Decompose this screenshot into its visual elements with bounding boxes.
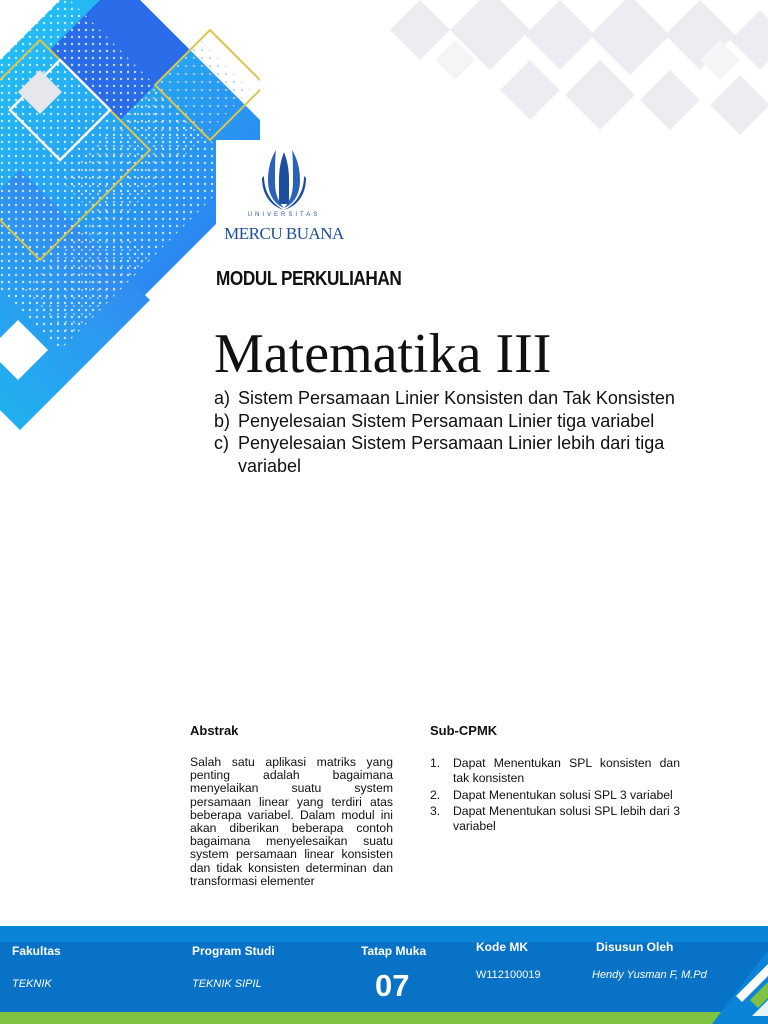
mercu-buana-emblem-icon (260, 146, 308, 212)
tatap-muka-label: Tatap Muka (361, 944, 427, 958)
disusun-oleh-label: Disusun Oleh (596, 940, 674, 954)
modul-label: MODUL PERKULIAHAN (216, 268, 402, 290)
sub-cpmk-number: 1. (430, 756, 441, 770)
topic-marker: c) (214, 433, 229, 453)
topic-text: Penyelesaian Sistem Persamaan Linier tiga variabel (238, 410, 655, 431)
university-logo (216, 140, 352, 248)
topic-item (214, 410, 714, 433)
topic-text: Sistem Persamaan Linier Konsisten dan Tak Konsisten (238, 388, 675, 408)
topic-text: Penyelesaian Sistem Persamaan Linier lebih dari tiga variabel (238, 433, 665, 476)
logo-university-name: MERCU BUANA (224, 224, 344, 243)
fakultas-label: Fakultas (12, 944, 61, 958)
disusun-oleh-value: Hendy Yusman F, M.Pd (592, 969, 707, 981)
sub-cpmk-heading: Sub-CPMK (430, 723, 498, 738)
footer-corner-ornament (712, 930, 768, 1024)
sub-cpmk-item (430, 804, 680, 835)
kode-mk-label: Kode MK (476, 940, 528, 954)
cover-decoration-right (380, 0, 768, 140)
abstract-body: Salah satu aplikasi matriks yang penting adalah bagaimana menyelaikan suatu system persamaan linear yang terdiri atas beberapa variabel. Dalam modul ini akan diberikan beberapa contoh bagaimana menyelesaikan suatu system persamaan linear konsisten dan tidak konsisten determinan dan transformasi elementer (190, 755, 393, 888)
sub-cpmk-number: 2. (430, 787, 441, 802)
program-studi-label: Program Studi (192, 944, 275, 958)
sub-cpmk-text: Dapat Menentukan solusi SPL 3 variabel (453, 787, 673, 802)
sub-cpmk-item (430, 788, 680, 803)
course-title: Matematika III (214, 323, 552, 385)
kode-mk-value: W112100019 (476, 969, 541, 981)
course-info-footer (0, 926, 768, 1024)
sub-cpmk-text: Dapat Menentukan solusi SPL lebih dari 3 variabel (453, 803, 680, 834)
logo-university-label: UNIVERSITAS (247, 212, 321, 218)
topic-item (214, 387, 714, 410)
tatap-muka-value: 07 (375, 968, 410, 1003)
sub-cpmk-number: 3. (430, 803, 441, 818)
topic-marker: a) (214, 388, 231, 408)
topic-list (214, 387, 714, 477)
sub-cpmk-text: Dapat Menentukan SPL konsisten dan tak konsisten (453, 756, 680, 786)
sub-cpmk-list (430, 756, 680, 835)
program-studi-value: TEKNIK SIPIL (192, 978, 262, 990)
fakultas-value: TEKNIK (12, 978, 52, 990)
footer-green-strip (0, 1012, 768, 1024)
topic-marker: b) (214, 410, 231, 431)
topic-item (214, 432, 714, 477)
abstract-heading: Abstrak (190, 723, 239, 738)
sub-cpmk-item (430, 756, 680, 787)
